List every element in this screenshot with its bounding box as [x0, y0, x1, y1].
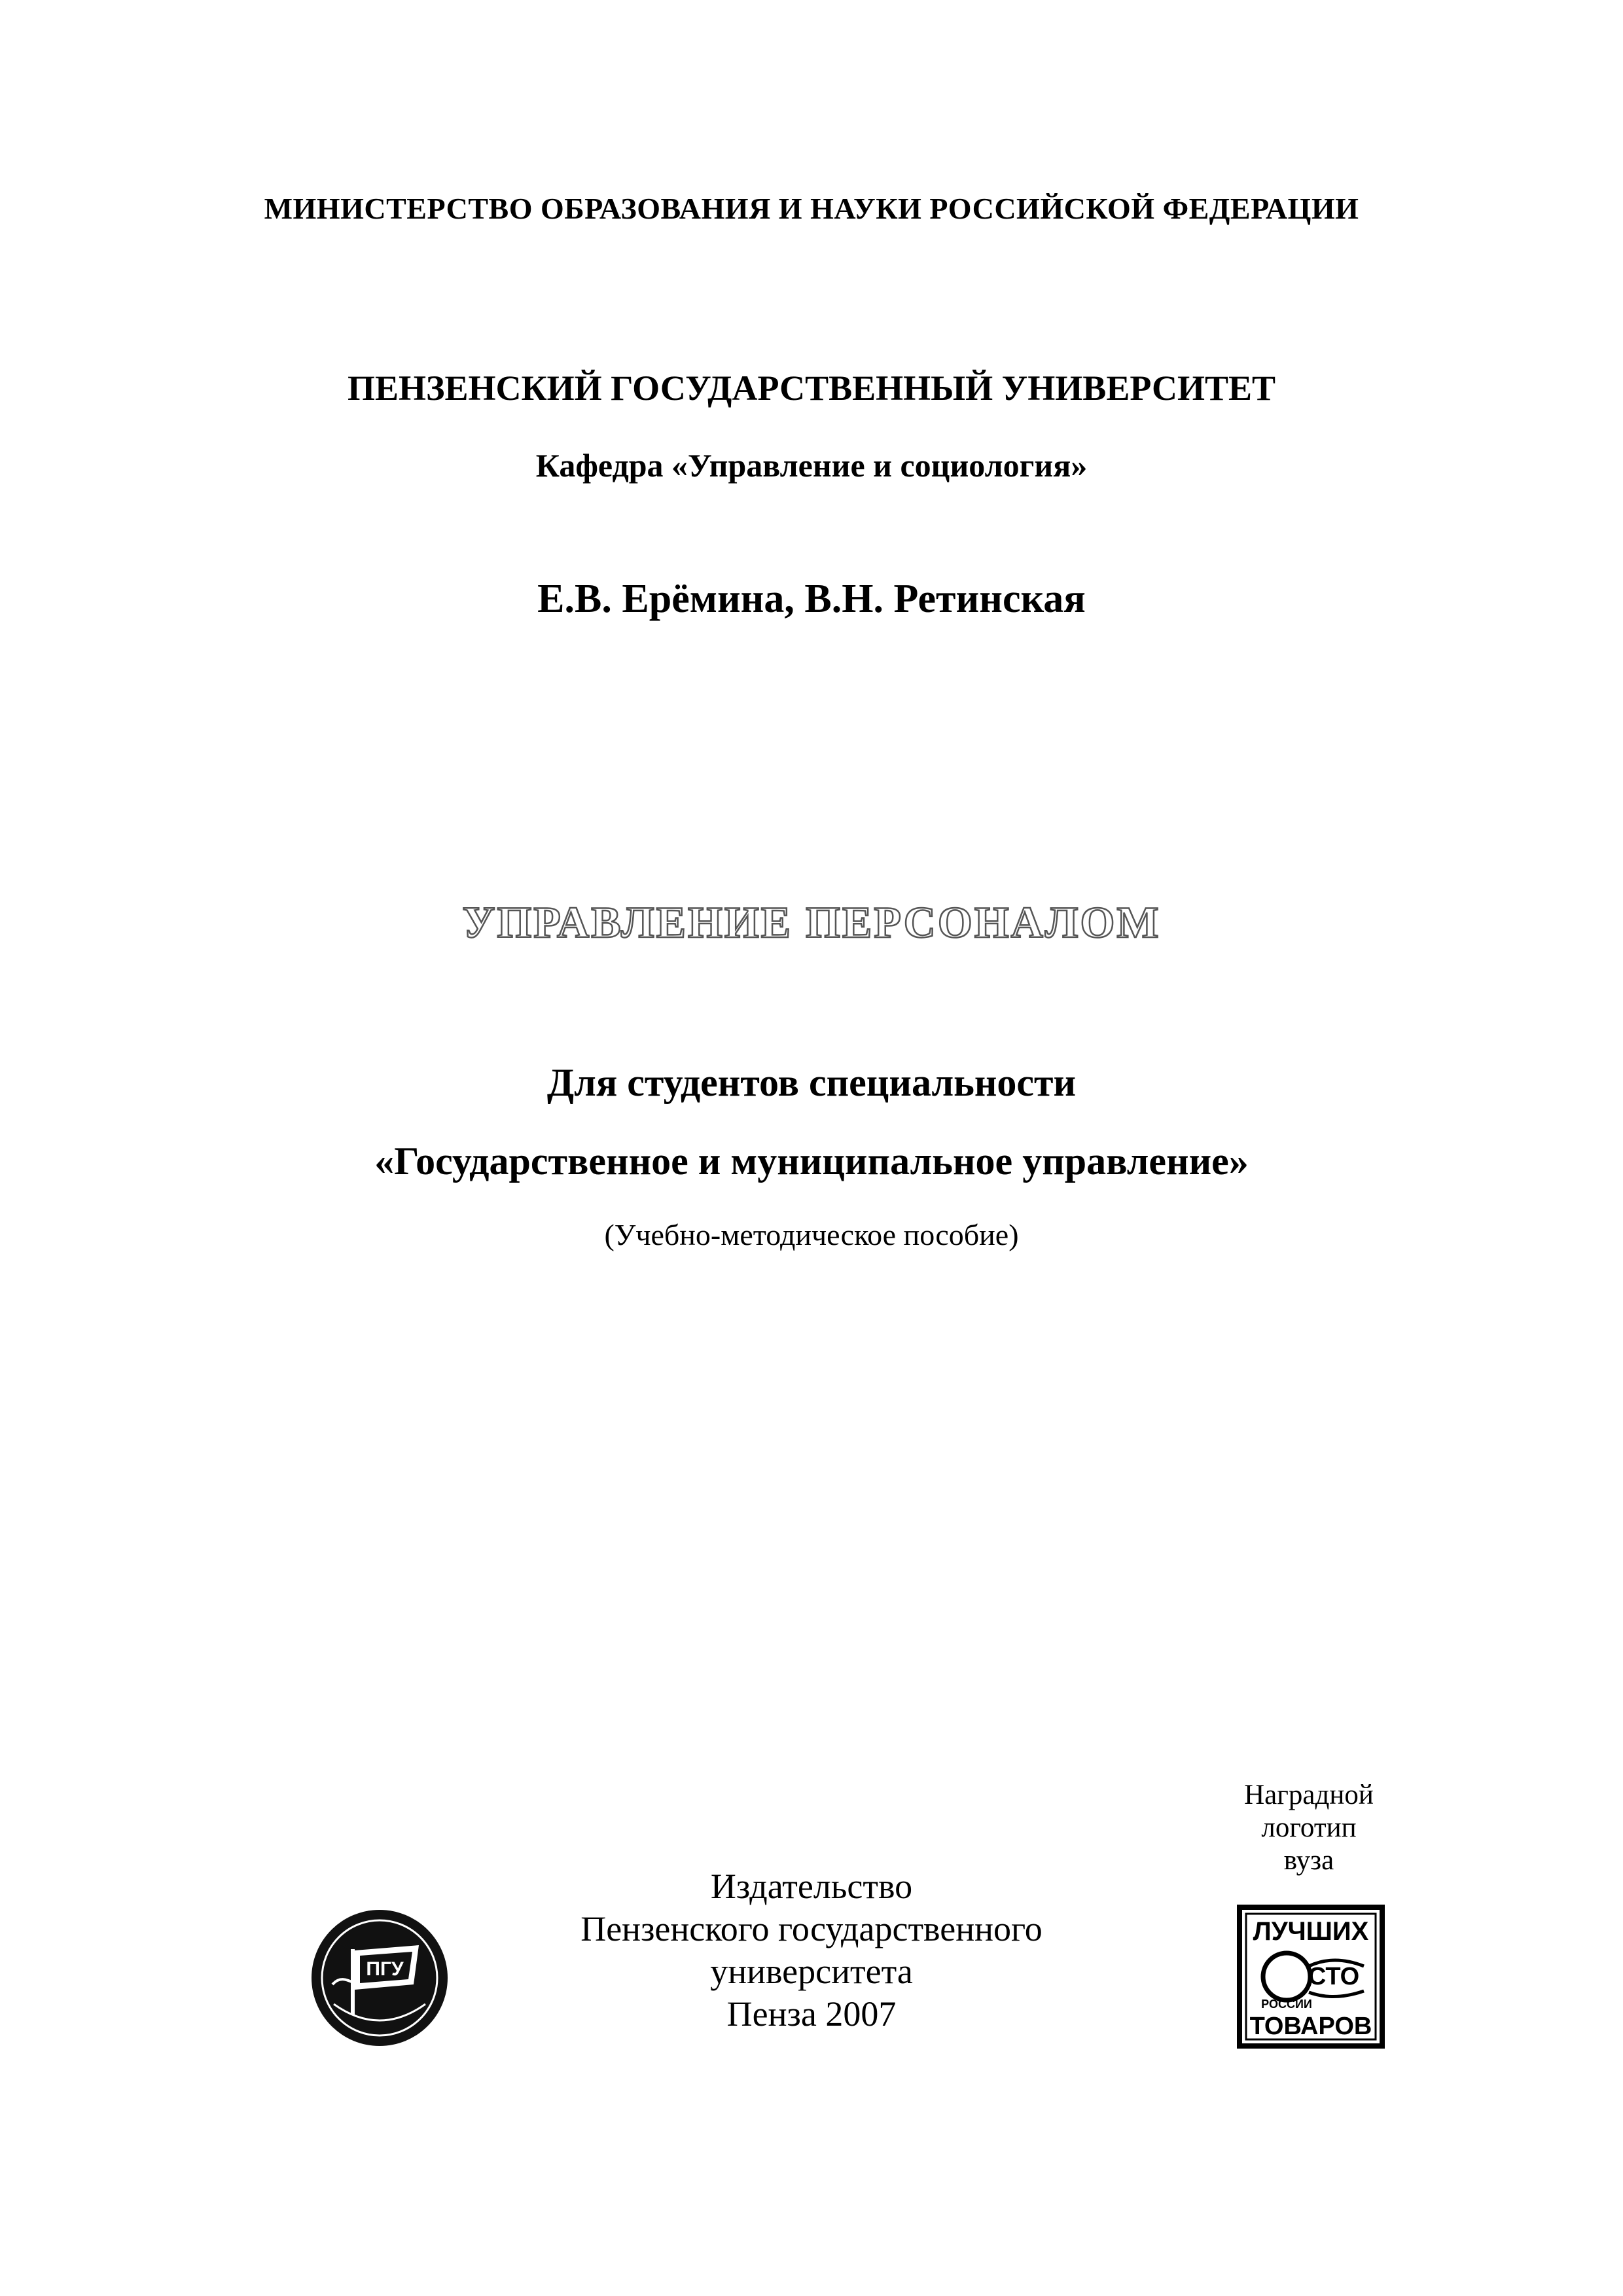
publisher-block [484, 1865, 1139, 2036]
publisher-line: Издательство [710, 1867, 913, 1906]
audience-line-2: «Государственное и муниципальное управление» [374, 1139, 1249, 1183]
award-caption-line: логотип [1261, 1812, 1357, 1843]
ministry-heading: МИНИСТЕРСТВО ОБРАЗОВАНИЯ И НАУКИ РОССИЙСКОЙ ФЕДЕРАЦИИ [264, 192, 1359, 225]
authors: Е.В. Ерёмина, В.Н. Ретинская [537, 577, 1086, 621]
document-type: (Учебно-методическое пособие) [604, 1218, 1019, 1251]
award-caption-line: Наградной [1244, 1780, 1374, 1810]
award-logo-top-text: ЛУЧШИХ [1253, 1917, 1369, 1946]
award-caption-line: вуза [1283, 1845, 1334, 1876]
university-heading: ПЕНЗЕНСКИЙ ГОСУДАРСТВЕННЫЙ УНИВЕРСИТЕТ [347, 368, 1276, 408]
publisher-city-year: Пенза 2007 [726, 1994, 897, 2034]
book-title: УПРАВЛЕНИЕ ПЕРСОНАЛОМ [462, 897, 1161, 947]
award-logo-bottom-text: ТОВАРОВ [1249, 2013, 1372, 2040]
university-logo-text: ПГУ [366, 1958, 404, 1980]
award-logo-middle-text: РОССИИ [1261, 1998, 1312, 2011]
award-logo-badge-text: СТО [1308, 1963, 1360, 1990]
department-heading: Кафедра «Управление и социология» [535, 447, 1088, 484]
award-logo-icon [1236, 1903, 1386, 2050]
university-logo-icon [308, 1906, 452, 2050]
audience-line-1: Для студентов специальности [546, 1061, 1077, 1104]
award-logo-caption [1171, 1779, 1446, 1877]
publisher-line: университета [710, 1952, 913, 1991]
publisher-line: Пензенского государственного [580, 1909, 1043, 1948]
